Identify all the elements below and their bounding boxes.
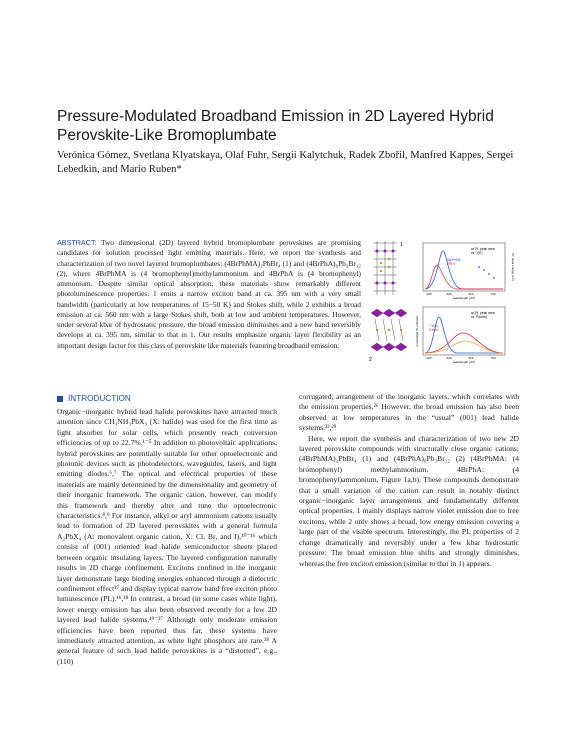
toc-bottom-tick: 700: [490, 356, 496, 360]
toc-top-tick: 600: [468, 292, 474, 296]
toc-top-series-1: 4BrPhMA: [447, 258, 461, 262]
toc-top-tick: 400: [426, 292, 432, 296]
toc-top-tick: 500: [446, 292, 452, 296]
paragraph: Here, we report the synthesis and characterization of two new 2D layered perovskite compounds with structurally close organic cations: (4BrPhMA)₂PbBr₄ (1) and (4BrPhA)₆Pb₃Br₁₂ (2) (4BrPhMA: (4 bromophenyl) methylammonium, 4BrPhA: (4 bromophenyl)ammonium, Figure 1a,b). These compounds demonstrate that a small variation of the cation can result in notably distinct organic−inorganic layer arrangements and fundamentally different optical properties. 1 mainly displays narrow violet emission due to free excitons, while 2 only shows a broad, low energy emission covering a large part of the visible spectrum. Interestingly, the PL properties of 2 change dramatically and reversibly under a few kbar hydrostatic pressure: The broad emission blue shifts and strongly diminishes, whereas the free exciton emission (similar to that in 1) appears.: [299, 433, 519, 568]
toc-bottom-series-1: 7 kbar: [429, 324, 438, 328]
toc-bottom-tick: 600: [468, 356, 474, 360]
toc-bottom-tick: 500: [446, 356, 452, 360]
author-list: Verónica Gómez, Svetlana Klyatskaya, Olaf Fuhr, Sergii Kalytchuk, Radek Zbořil, Manfred Kappes, Sergei Lebedkin, and Mario Ruben*: [57, 150, 514, 175]
toc-bottom-xlabel: wavelength (nm): [452, 360, 476, 364]
article-title: Pressure-Modulated Broadband Emission in 2D Layered Hybrid Perovskite-Like Bromoplumbate: [57, 108, 494, 144]
section-title: INTRODUCTION: [68, 394, 131, 403]
toc-top-series-2: 295 K: [447, 262, 456, 266]
toc-top-legend-2: vs. T(K): [471, 251, 483, 255]
toc-top-side-label: PL peak energy (eV): [511, 253, 515, 281]
abstract-text: Two dimensional (2D) layered hybrid bromoplumbate perovskites are promising candidates for solution processed light emitting materials. Here, we report the synthesis and characterization of two novel layered bromoplumbates: (4BrPhMA)₂PbBr₄ (1) and (4BrPhA)₆Pb₃Br₁₂ (2), where 4BrPhMA is (4 bromophenyl)methylammonium and 4BrPhA is (4 bromophenyl) ammonium. Despite similar optical absorption, these materials show remarkably different photoluminescence properties: 1 emits a narrow exciton band at ca. 395 nm with a very small bandwidth (particularly at low temperatures of 15−50 K) and Stokes shift, while 2 exhibits a broad emission at ca. 560 nm with a large Stokes shift, both at low and ambient temperatures. However, under several kbar of hydrostatic pressure, the broad emission diminishes and a new band reversibly develops at ca. 395 nm, similar to that in 1. Our results emphasize organic layer flexibility as an important design factor for this class of perovskite like materials featuring broadband emission.: [57, 238, 361, 350]
toc-bottom-legend-1: w/ PL peak area: [471, 311, 495, 315]
toc-top-tick: 700: [490, 292, 496, 296]
toc-label-1: 1: [400, 242, 403, 248]
toc-graphic: [367, 237, 519, 367]
section-heading-introduction: [57, 394, 131, 403]
toc-bottom-legend-2: vs. P(kbar): [471, 315, 487, 319]
toc-label-2: 2: [369, 357, 372, 363]
paragraph: corrugated, arrangement of the inorganic layers, which correlates with the emission properties.²⁶ However, the broad emission has also been observed at low temperatures in the “usual” (001) lead halide systems.²³,²⁹: [299, 392, 519, 433]
toc-bottom-tick: 400: [426, 356, 432, 360]
toc-bottom-side-label: normalized PL intensity: [415, 315, 419, 347]
toc-top-xlabel: wavelength (nm): [452, 296, 476, 300]
body-column-right: [299, 392, 519, 569]
abstract: [57, 238, 361, 351]
toc-top-legend-1: w/ PL peak area: [471, 247, 495, 251]
paragraph: Organic−inorganic hybrid lead halide perovskites have attracted much attention since CH₃NH₃PbX₃ (X: halide) was used for the first time as light absorber for solar cells, which presently reach conversion efficiencies of up to 22.7%.¹⁻⁵ In addition to photovoltaic applications, hybrid perovskites are potentially suitable for other optoelectronic and photonic devices such as photodetectors, waveguides, lasers, and light emitting diodes.⁶,⁷ The optical and electrical properties of these materials are mainly determined by the dimensionality and geometry of their inorganic framework. The organic cation, however, can modify this framework and thereby alter and tune the optoelectronic characteristics.⁸,⁹ For instance, alkyl or aryl ammonium cations usually lead to formation of 2D layered perovskites with a general formula A₂PbX₄ (A: monovalent organic cation, X: Cl, Br, and I),¹⁰⁻¹⁶ which consist of (001) oriented lead halide semiconductor sheets placed between organic insulating layers. The layered configuration naturally results in 2D charge confinement. Excitons confined in the inorganic layer demonstrate large binding energies enhanced through a dielectric confinement effect¹⁷ and display typical narrow band free exciton photo luminescence (PL).¹⁶,¹⁸ In contrast, a broad (in some cases white light), lower energy emission has also been observed recently for a few 2D layered lead halide systems.¹⁹⁻²⁷ Although only moderate emission efficiencies have been reported thus far, these systems have immediately attracted attention, as white light phosphors are rare.²⁸ A general feature of such lead halide perovskites is a “distorted”, e.g., (110): [57, 407, 277, 666]
section-bullet-icon: [57, 396, 63, 402]
toc-bottom-series-2: 0 kbar: [429, 328, 438, 332]
abstract-label: ABSTRACT:: [57, 238, 97, 247]
body-column-left: [57, 407, 277, 667]
